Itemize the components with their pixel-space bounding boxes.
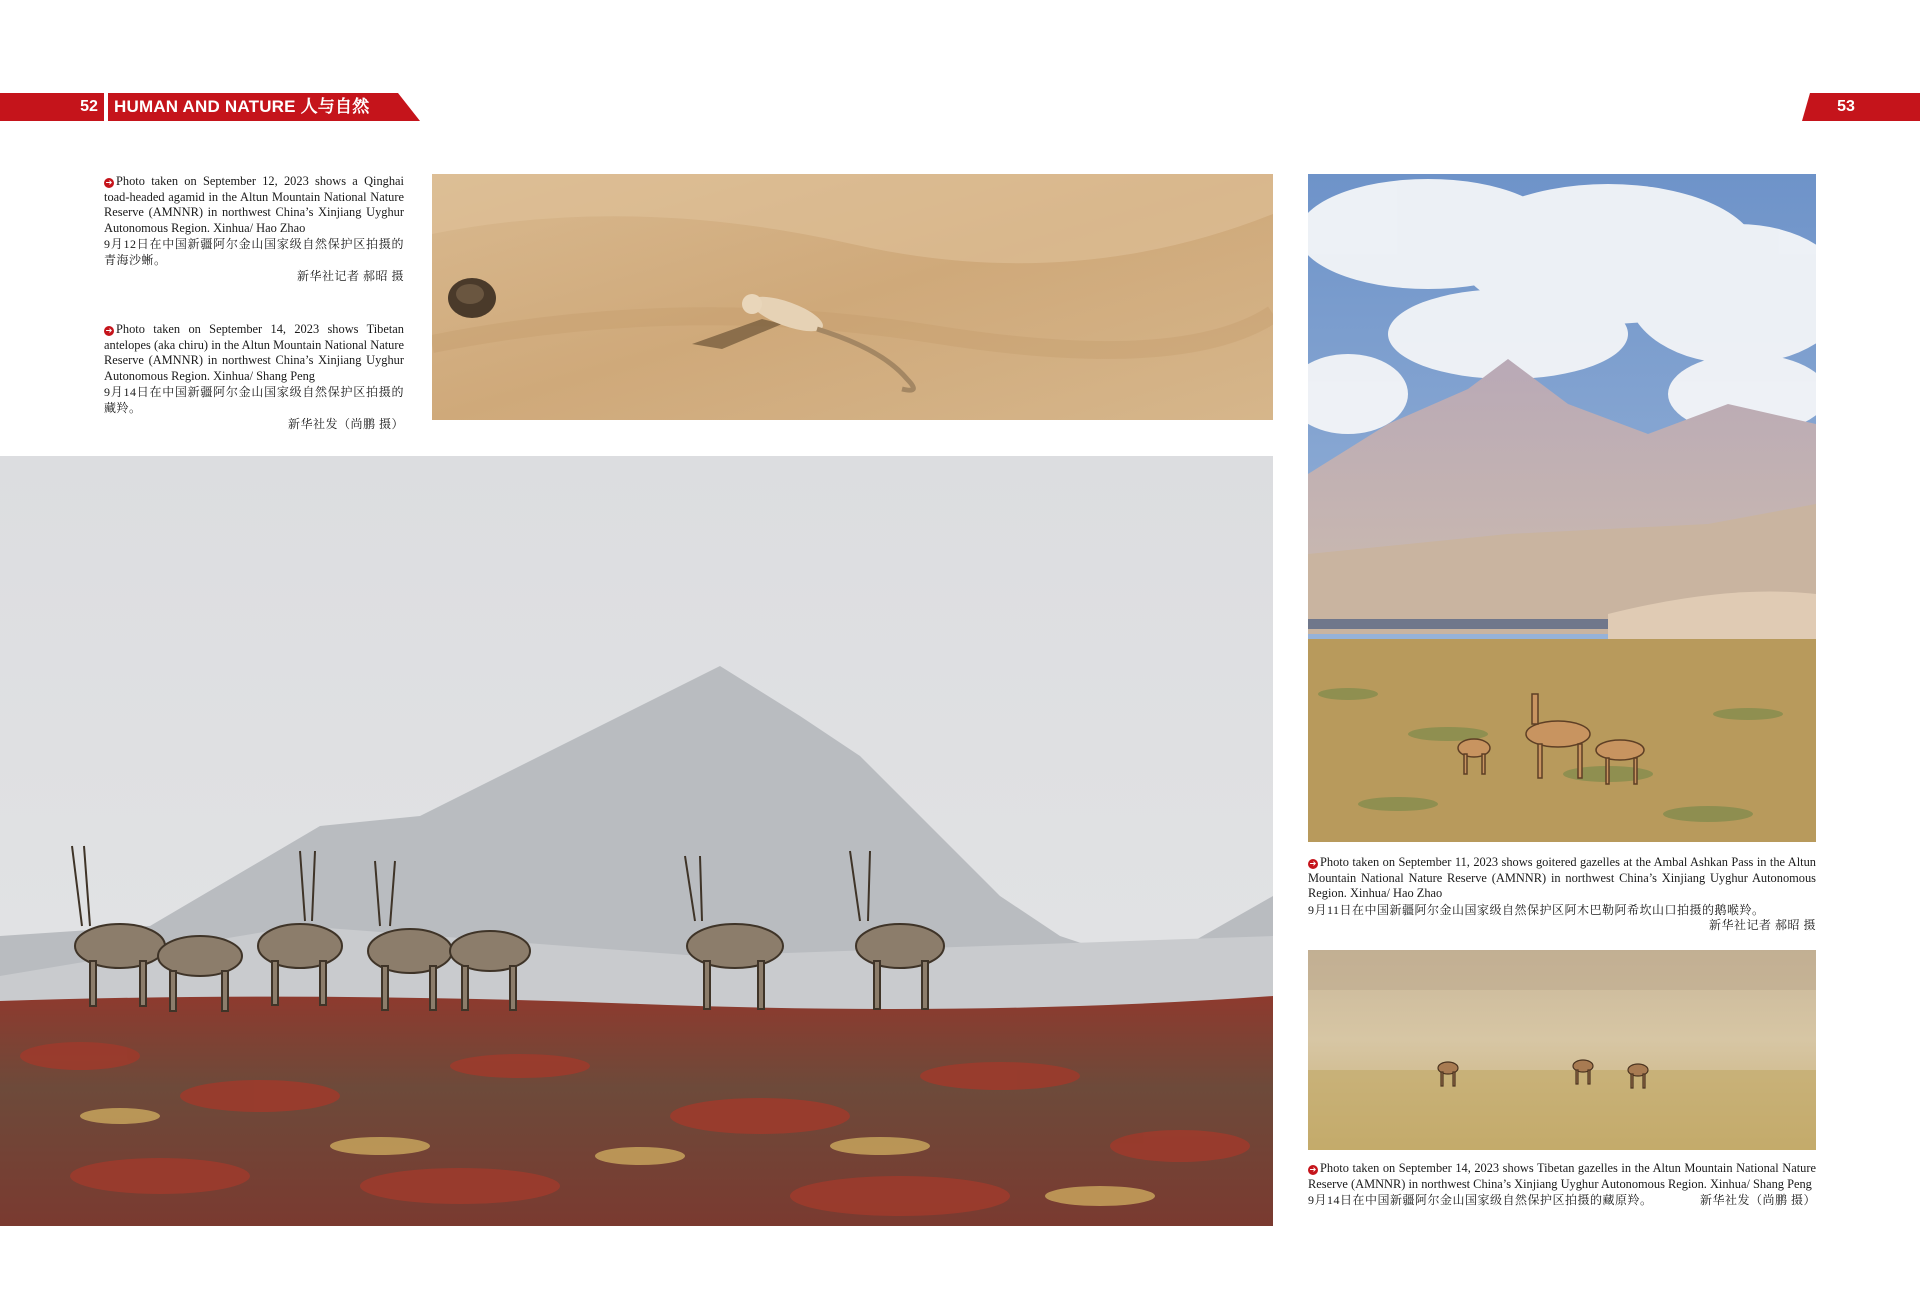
goitered-photo-svg xyxy=(1308,174,1816,842)
caption-tibetan-gazelles xyxy=(1308,1161,1816,1209)
arrow-bullet-icon: ➔ xyxy=(1309,1165,1317,1174)
caption-zh-credit: 新华社发（尚鹏 摄） xyxy=(287,416,404,431)
caption-zh-credit: 新华社记者 郝昭 摄 xyxy=(296,268,404,283)
caption-zh xyxy=(1308,1193,1816,1209)
page-number-right: 53 xyxy=(1837,98,1855,115)
caption-zh: 9月11日在中国新疆阿尔金山国家级自然保护区阿木巴勒阿希坎山口拍摄的鹅喉羚。 xyxy=(1308,902,1765,917)
caption-zh-text: 9月14日在中国新疆阿尔金山国家级自然保护区拍摄的藏原羚。 xyxy=(1308,1193,1653,1208)
arrow-bullet-icon: ➔ xyxy=(105,326,113,335)
caption-en xyxy=(104,174,404,236)
caption-antelope xyxy=(104,322,404,432)
caption-en xyxy=(104,322,404,384)
header-separator xyxy=(104,93,108,121)
section-title: HUMAN AND NATURE 人与自然 xyxy=(114,97,370,116)
caption-zh: 9月14日在中国新疆阿尔金山国家级自然保护区拍摄的藏羚。 xyxy=(104,385,404,415)
lizard-photo-svg xyxy=(432,174,1273,420)
caption-en xyxy=(1308,855,1816,902)
photo-lizard-on-sand xyxy=(432,174,1273,420)
antelope-photo-svg xyxy=(0,456,1273,1226)
caption-en xyxy=(1308,1161,1816,1192)
caption-en-text: Photo taken on September 12, 2023 shows a Qinghai toad-headed agamid in the Altun Mountain National Nature Reserve (AMNNR) in northwest China’s Xinjiang Uyghur Autonomous Region. Xinhua/ Hao Zhao xyxy=(104,174,404,235)
caption-en-text: Photo taken on September 14, 2023 shows Tibetan gazelles in the Altun Mountain National Nature Reserve (AMNNR) in northwest China’s Xinjiang Uyghur Autonomous Region. Xinhua/ Shang Peng xyxy=(1308,1161,1816,1191)
caption-lizard xyxy=(104,174,404,284)
section-header-right xyxy=(1802,93,1920,121)
arrow-bullet-icon: ➔ xyxy=(1309,859,1317,868)
caption-zh-credit: 新华社发（尚鹏 摄） xyxy=(1699,1193,1816,1208)
photo-tibetan-gazelles xyxy=(1308,950,1816,1150)
page-number-left: 52 xyxy=(80,98,98,115)
arrow-bullet-icon: ➔ xyxy=(105,178,113,187)
photo-goitered-gazelles xyxy=(1308,174,1816,842)
tibgaz-photo-svg xyxy=(1308,950,1816,1150)
caption-goitered xyxy=(1308,855,1816,934)
caption-en-text: Photo taken on September 14, 2023 shows Tibetan antelopes (aka chiru) in the Altun Mountain National Nature Reserve (AMNNR) in northwest China’s Xinjiang Uyghur Autonomous Region. Xinhua/ Shang Peng xyxy=(104,322,404,383)
caption-zh: 9月12日在中国新疆阿尔金山国家级自然保护区拍摄的青海沙蜥。 xyxy=(104,237,404,267)
photo-tibetan-antelopes xyxy=(0,456,1273,1226)
caption-zh-credit: 新华社记者 郝昭 摄 xyxy=(1708,918,1816,933)
caption-en-text: Photo taken on September 11, 2023 shows goitered gazelles at the Ambal Ashkan Pass in the Altun Mountain National Nature Reserve (AMNNR) in northwest China’s Xinjiang Uyghur Autonomous Region. Xinhua/ Hao Zhao xyxy=(1308,855,1816,901)
section-header-left xyxy=(0,93,420,121)
